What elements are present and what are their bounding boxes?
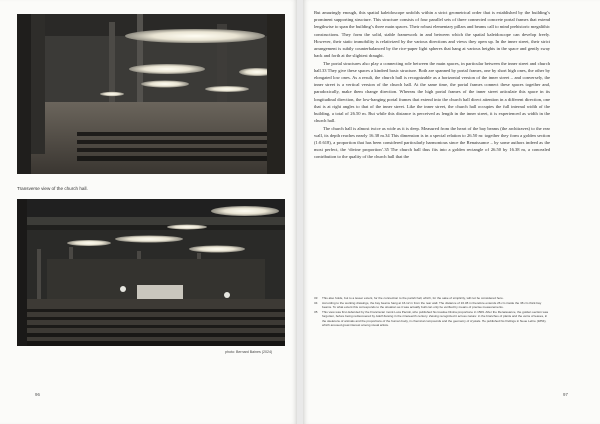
photo-caption: Transverse view of the church hall.: [17, 186, 88, 191]
footnote: [314, 301, 550, 310]
left-page: [0, 0, 297, 424]
footnote-number: 35: [314, 309, 318, 314]
body-text: [314, 9, 550, 161]
church-hall-photo-transverse: [17, 14, 285, 174]
page-number-right: 97: [563, 392, 568, 397]
body-paragraph: But amazingly enough, this spatial kaleidoscope unfolds within a strict geometrical order that is established by the building’s prominent supporting structure. This structure consists of four parallel sets of three connected concrete portal frames that extend lengthwise to span the building’s three main spaces. Their robust elementary pillars and beams call to mind prehistoric megalithic constructions. They form the solid, stable framework in and between which the spatial kaleidoscope can develop freely. However, their static immobility is relativized by the various directions and views they open up. In the inner street, their strict arrangement is subtly counterbalanced by the rice-paper light spheres that hang at various heights in the space and gently sway back and forth at the slightest draught.: [314, 10, 550, 59]
footnote-number: 34: [314, 300, 318, 305]
page-number-left: 96: [35, 392, 40, 397]
photo-credit: photo: Bernard Baines (2024): [225, 350, 273, 354]
church-hall-photo-interior: [17, 199, 285, 346]
right-page: [303, 0, 600, 424]
footnote-text: According to the working drawings, the bay beams hang at 16.12 m from the rear wall. The distance of 16.38 m therefore extends 26 cm inside the 38 cm thick bay beams. To what extent this corresponds to the situation as it was actually built can only be verified by means of precise measurements.: [322, 300, 542, 310]
body-paragraph: The portal structures also play a connecting role between the main spaces, in particular between the inner street and church hall.33 They give these spaces a kindred basic structure. Both are spanned by portal frames, one by short high ones, the other by elongated low ones. As a result, the church hall is recognizable as a horizontal version of the inner street – and conversely, the inner street is a vertical version of the church hall. At the same time, the portal frames connect these spaces together and, paradoxically, make them change direction. Whereas the high portal frames of the inner street articulate this space in its longitudinal direction, the low-hanging portal frames that extend into the church hall direct attention in a different direction, one that is at right angles to that of the inner street. Like the inner street, the church hall occupies the full internal width of the building, a total of 26.50 m. But while this distance is perceived as length in the inner street, it is experienced as width in the church hall.: [314, 60, 550, 124]
footnote-number: 33: [314, 296, 318, 300]
church-hall-interior-image: [17, 199, 285, 346]
footnotes: [314, 296, 550, 328]
footnote-text: This view was first defended by the Franciscan monk Luca Pacioli, who published his treatise Divina proportione in 1509. After the Renaissance, the golden section was forgotten, before being rediscovered by Adolf Zeising in the nineteenth century. Zeising recognized it across nature: in the branches of plants and the veins of leaves, in the skeletons of animals and the proportions of the human body, in chemical compounds and the geometry of crystals. He published his findings in Neue Lehre (1854), which aroused great interest among visual artists.: [322, 309, 549, 328]
church-hall-image: [17, 14, 285, 174]
footnote: [314, 310, 550, 328]
body-paragraph: The church hall is almost twice as wide as it is deep. Measured from the heart of the bay beams (the architraves) to the rear wall, its depth reaches nearly 16.38 m.34 This dimension is in a special relation to 26.50 m: together they form a golden section (1:0.618), a proportion that has been considered particularly harmonious since the Renaissance – by some authors indeed as the most perfect, the ‘divine proportion’.35 The church hall thus fits into a golden rectangle of 26.50 by 16.38 m, a concealed contribution to the quality of the church hall that the: [314, 125, 550, 160]
footnote-text: This also holds, but to a lesser extent, for the connection to the parish hall, which, for the sake of simplicity, will not be considered here.: [322, 296, 504, 300]
